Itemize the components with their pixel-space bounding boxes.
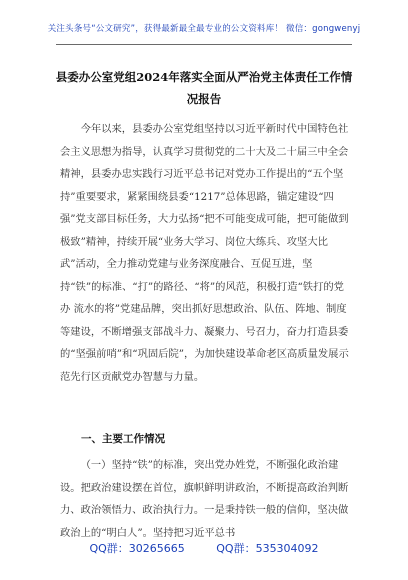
intro-paragraph: 今年以来，县委办公室党组坚持以习近平新时代中国特色社会主义思想为指导，认真学习贯彻党的二十大及二十届三中全会精神，县委办忠实践行习近平总书记对党办工作提出的“五个坚持”重要要求，紧紧围绕县委“1217”总体思路，锚定建设“四强”党支部目标任务，大力弘扬“把不可能变成可能，把可能做到极致”精神，持续开展“业务大学习、岗位大练兵、攻坚大比武”活动，全力推动党建与业务深度融合、互促互进，坚持“铁”的标准、“打”的路径、“将”的风范，积极打造“铁打的党办 流水的将”党建品牌，突出抓好思想政治、队伍、阵地、制度等建设，不断增强支部战斗力、凝聚力、号召力，奋力打造县委的“坚强前哨”和“巩固后院”，为加快建设革命老区高质量发展示范先行区贡献党办智慧与力量。 xyxy=(60,123,349,383)
footer-qq-group-1: QQ群：30265665 xyxy=(89,542,185,555)
intro-section xyxy=(60,118,350,388)
header-divider xyxy=(56,44,352,45)
footer-qq-group-2: QQ群：535304092 xyxy=(216,542,319,555)
document-title: 县委办公室党组2024年落实全面从严治党主体责任工作情况报告 xyxy=(55,70,353,106)
top-banner: 关注头条号“公文研究”，获得最新最全最专业的公文资料库！ 微信：gongwenyj xyxy=(47,24,361,34)
section-1-paragraph: （一）坚持“铁”的标准，突出党办姓党，不断强化政治建设。把政治建设摆在首位，旗帜鲜明讲政治，不断提高政治判断力、政治领悟力、政治执行力。一是秉持铁一般的信仰，坚决做政治上的“明白人”。坚持把习近平总书 xyxy=(60,459,349,539)
section-1-body xyxy=(60,454,350,544)
section-heading-main-work: 一、主要工作情况 xyxy=(81,433,165,445)
footer xyxy=(0,540,408,556)
